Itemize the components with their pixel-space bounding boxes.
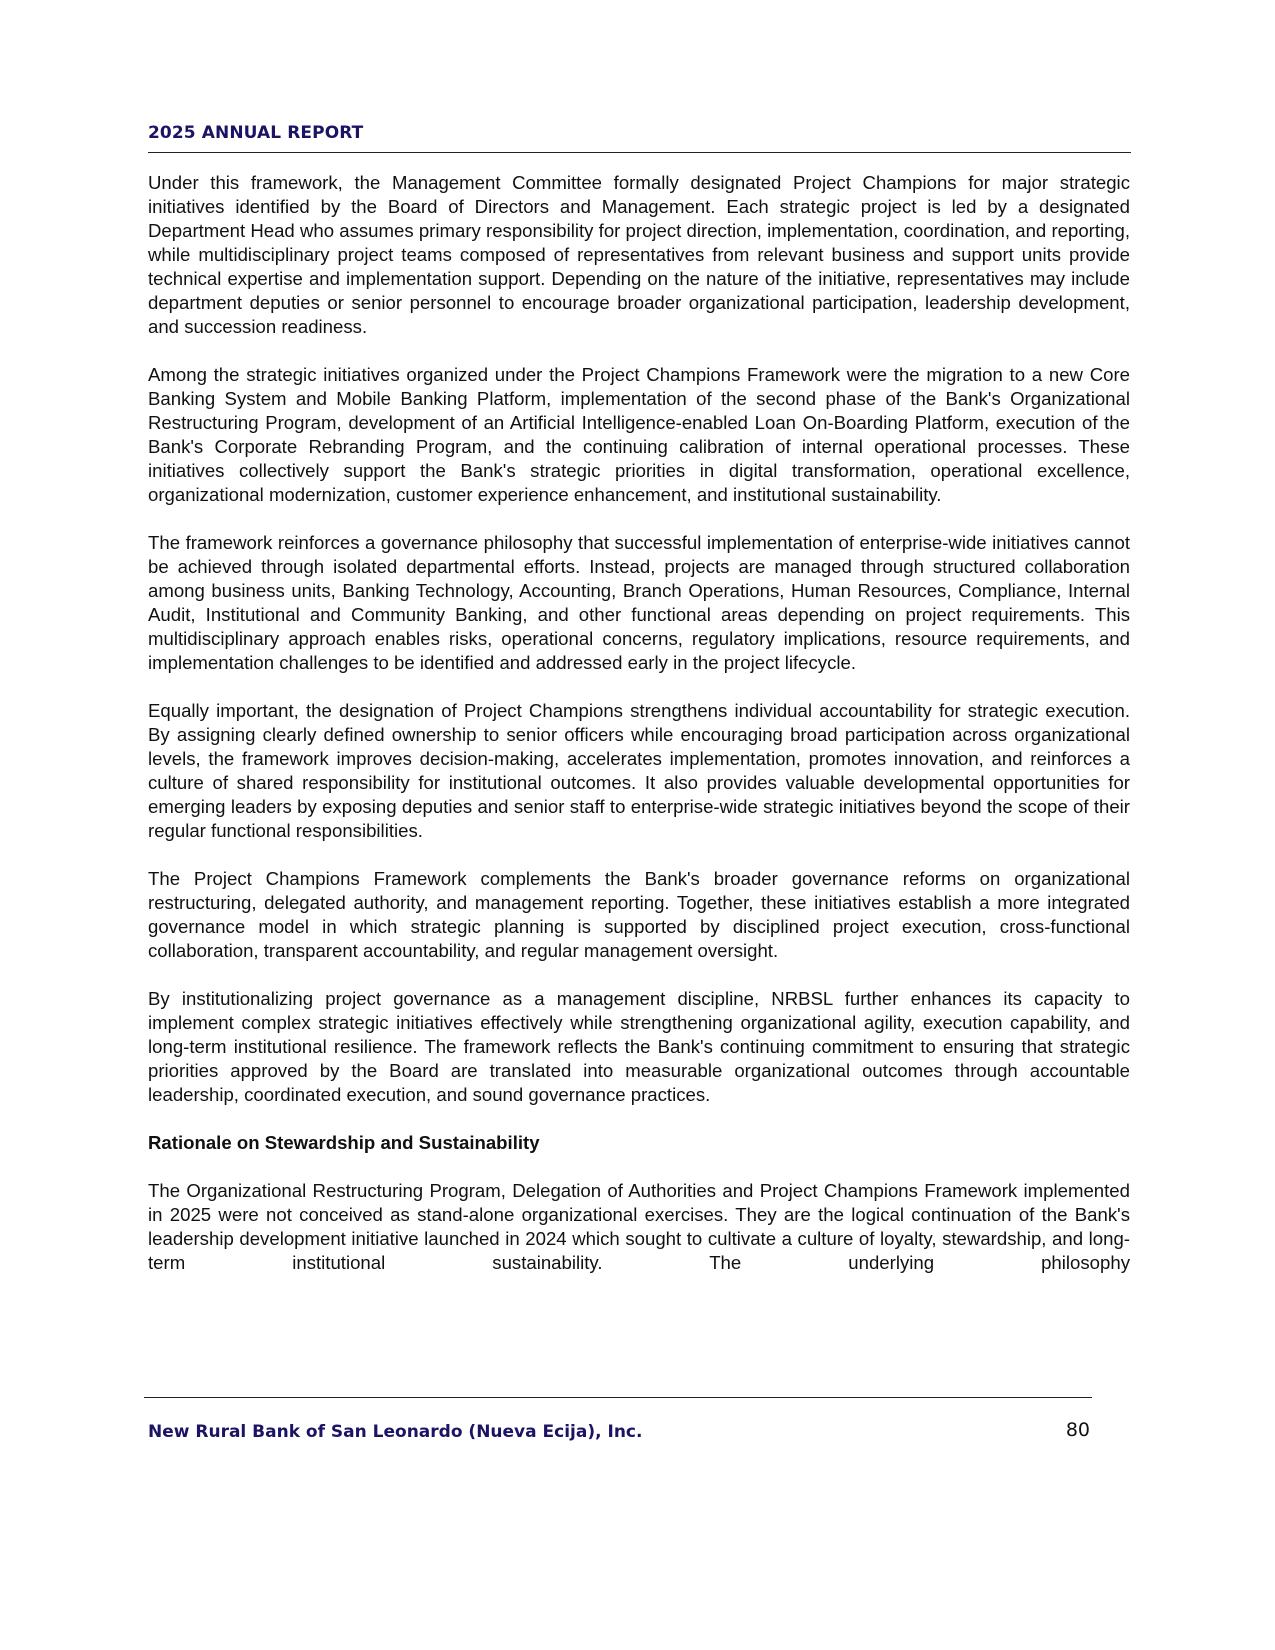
report-title: 2025 ANNUAL REPORT <box>148 123 364 143</box>
body-paragraph-6: By institutionalizing project governance as a management discipline, NRBSL further enhances its capacity to implement complex strategic initiatives effectively while strengthening organizational agility, execution capability, and long-term institutional resilience. The framework reflects the Bank's continuing commitment to ensuring that strategic priorities approved by the Board are translated into measurable organizational outcomes through accountable leadership, coordinated execution, and sound governance practices. <box>148 988 1130 1105</box>
section-paragraph: The Organizational Restructuring Program, Delegation of Authorities and Project Champions Framework implemented in 2025 were not conceived as stand-alone organizational exercises. They are the logical continuation of the Bank's leadership development initiative launched in 2024 which sought to cultivate a culture of loyalty, stewardship, and long-term institutional sustainability. The underlying philosophy <box>148 1180 1130 1273</box>
body-paragraph-5: The Project Champions Framework complements the Bank's broader governance reforms on organizational restructuring, delegated authority, and management reporting. Together, these initiatives establish a more integrated governance model in which strategic planning is supported by disciplined project execution, cross-functional collaboration, transparent accountability, and regular management oversight. <box>148 868 1130 961</box>
page-body <box>148 171 1130 1299</box>
body-paragraph-3: The framework reinforces a governance philosophy that successful implementation of enterprise-wide initiatives cannot be achieved through isolated departmental efforts. Instead, projects are managed through structured collaboration among business units, Banking Technology, Accounting, Branch Operations, Human Resources, Compliance, Internal Audit, Institutional and Community Banking, and other functional areas depending on project requirements. This multidisciplinary approach enables risks, operational concerns, regulatory implications, resource requirements, and implementation challenges to be identified and addressed early in the project lifecycle. <box>148 532 1130 673</box>
section-heading: Rationale on Stewardship and Sustainability <box>148 1132 540 1153</box>
body-paragraph-4: Equally important, the designation of Project Champions strengthens individual accountability for strategic execution. By assigning clearly defined ownership to senior officers while encouraging broad participation across organizational levels, the framework improves decision-making, accelerates implementation, promotes innovation, and reinforces a culture of shared responsibility for institutional outcomes. It also provides valuable developmental opportunities for emerging leaders by exposing deputies and senior staff to enterprise-wide strategic initiatives beyond the scope of their regular functional responsibilities. <box>148 700 1130 841</box>
body-paragraph-1: Under this framework, the Management Committee formally designated Project Champions for major strategic initiatives identified by the Board of Directors and Management. Each strategic project is led by a designated Department Head who assumes primary responsibility for project direction, implementation, coordination, and reporting, while multidisciplinary project teams composed of representatives from relevant business and support units provide technical expertise and implementation support. Depending on the nature of the initiative, representatives may include department deputies or senior personnel to encourage broader organizational participation, leadership development, and succession readiness. <box>148 172 1130 337</box>
page-header <box>148 122 1131 153</box>
body-paragraph-2: Among the strategic initiatives organized under the Project Champions Framework were the migration to a new Core Banking System and Mobile Banking Platform, implementation of the second phase of the Bank's Organizational Restructuring Program, development of an Artificial Intelligence-enabled Loan On-Boarding Platform, execution of the Bank's Corporate Rebranding Program, and the continuing calibration of internal operational processes. These initiatives collectively support the Bank's strategic priorities in digital transformation, operational excellence, organizational modernization, customer experience enhancement, and institutional sustainability. <box>148 364 1130 505</box>
page-number: 80 <box>1065 1419 1090 1441</box>
footer-bank-name: New Rural Bank of San Leonardo (Nueva Ecija), Inc. <box>148 1422 643 1442</box>
footer-divider <box>144 1397 1092 1398</box>
